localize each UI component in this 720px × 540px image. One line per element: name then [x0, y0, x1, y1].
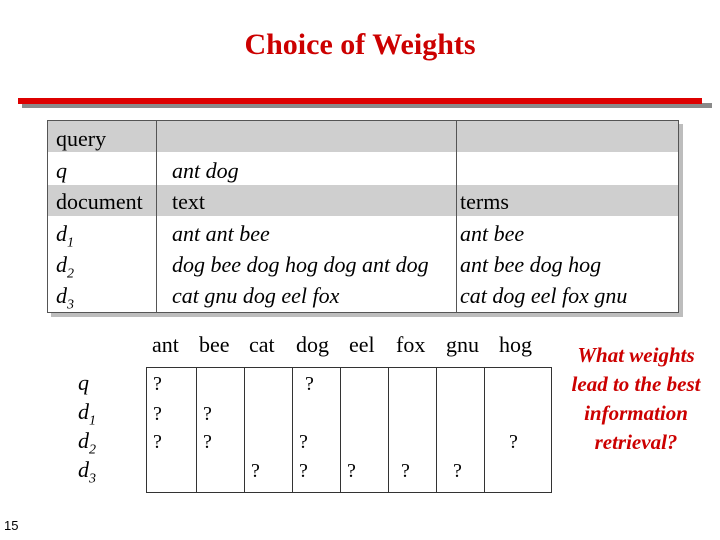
weight-q-dog: ? [305, 373, 314, 395]
query-document-table [47, 120, 679, 313]
cell-text-header: text [172, 189, 205, 214]
cell-d1-terms: ant bee [460, 221, 525, 246]
cell-q-label: q [56, 158, 67, 183]
cell-d3-text: cat gnu dog eel fox [172, 283, 340, 308]
matrix-col-divider-5 [388, 368, 389, 492]
weight-matrix [146, 367, 552, 493]
cell-d3-label: $d_3$ [56, 283, 74, 313]
matrix-col-divider-4 [340, 368, 341, 492]
row-label-d1: $d_1$ [78, 399, 96, 429]
matrix-col-divider-7 [484, 368, 485, 492]
row-label-q: q [78, 370, 89, 395]
cell-document-label: document [56, 189, 143, 214]
matrix-col-divider-1 [196, 368, 197, 492]
table-divider-1 [156, 121, 157, 312]
matrix-header-hog: hog [499, 332, 532, 357]
weight-d1-ant: ? [153, 403, 162, 425]
matrix-col-divider-2 [244, 368, 245, 492]
table-band-query [48, 121, 678, 152]
matrix-header-cat: cat [249, 332, 275, 357]
weight-d3-cat: ? [251, 460, 260, 482]
cell-d1-label: $d_1$ [56, 221, 74, 251]
cell-d2-label: $d_2$ [56, 252, 74, 282]
matrix-header-eel: eel [349, 332, 375, 357]
row-label-d2: $d_2$ [78, 428, 96, 458]
cell-d1-text: ant ant bee [172, 221, 270, 246]
weight-d2-bee: ? [203, 431, 212, 453]
question-note: What weights lead to the best information retrieval? [571, 343, 701, 454]
weight-d2-hog: ? [509, 431, 518, 453]
cell-q-text: ant dog [172, 158, 239, 183]
cell-terms-header: terms [460, 189, 509, 214]
slide-title: Choice of Weights [244, 28, 476, 61]
weight-q-ant: ? [153, 373, 162, 395]
matrix-col-divider-3 [292, 368, 293, 492]
table-divider-2 [456, 121, 457, 312]
matrix-header-dog: dog [296, 332, 329, 357]
title-rule [18, 98, 702, 104]
weight-d2-dog: ? [299, 431, 308, 453]
cell-d2-terms: ant bee dog hog [460, 252, 602, 277]
weight-d3-eel: ? [347, 460, 356, 482]
weight-d1-bee: ? [203, 403, 212, 425]
weight-d3-gnu: ? [453, 460, 462, 482]
cell-query-label: query [56, 126, 107, 151]
matrix-header-fox: fox [396, 332, 426, 357]
matrix-header-gnu: gnu [446, 332, 479, 357]
weight-d3-fox: ? [401, 460, 410, 482]
weight-d3-dog: ? [299, 460, 308, 482]
matrix-header-ant: ant [152, 332, 179, 357]
row-label-d3: $d_3$ [78, 457, 96, 487]
cell-d2-text: dog bee dog hog dog ant dog [172, 252, 429, 277]
weight-d2-ant: ? [153, 431, 162, 453]
matrix-row-labels [78, 368, 138, 487]
page-number: 15 [4, 518, 19, 533]
matrix-header-bee: bee [199, 332, 230, 357]
matrix-col-divider-6 [436, 368, 437, 492]
cell-d3-terms: cat dog eel fox gnu [460, 283, 628, 308]
